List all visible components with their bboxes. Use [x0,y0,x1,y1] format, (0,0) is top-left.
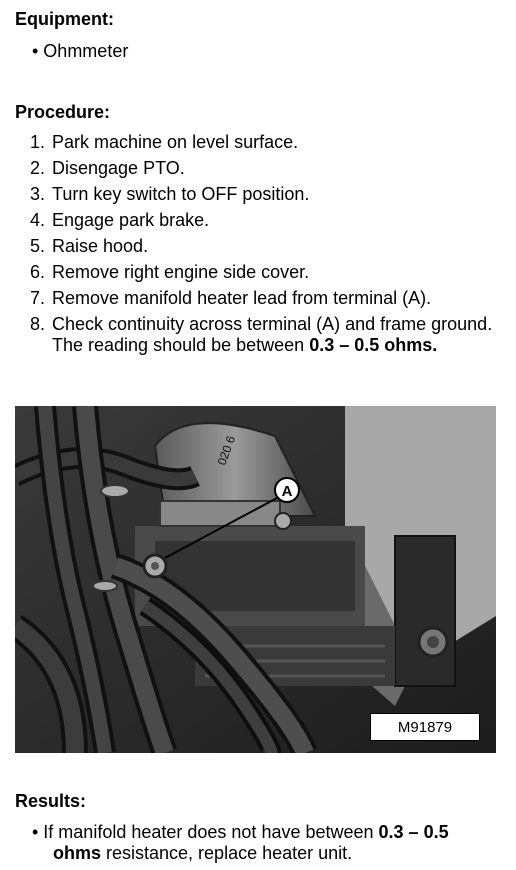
results-heading: Results: [15,791,87,811]
step-text: Remove right engine side cover. [52,262,310,282]
procedure-step [30,262,500,283]
results-text-pre: • If manifold heater does not have between [32,822,379,842]
results-text-post: resistance, replace heater unit. [101,843,353,863]
part-marking: 020 6 [214,434,239,468]
engine-photo [15,406,496,753]
step-number: 1. [30,132,46,152]
procedure-step [30,158,500,179]
step-number: 5. [30,236,46,256]
procedure-step [30,132,500,153]
step-number: 3. [30,184,46,204]
step-text: Raise hood. [52,236,149,256]
step-number: 2. [30,158,46,178]
procedure-step [30,288,500,309]
procedure-heading: Procedure: [15,102,111,122]
step-text: Turn key switch to OFF position. [52,184,310,204]
procedure-step [30,184,500,205]
step-number: 4. [30,210,46,230]
procedure-step [30,210,500,231]
step-number: 7. [30,288,46,308]
step-text: Check continuity across terminal (A) and frame ground. The reading should be between [52,314,493,355]
step-text: Engage park brake. [52,210,210,230]
step-text: Disengage PTO. [52,158,185,178]
step-value-bold: 0.3 – 0.5 ohms. [309,335,438,355]
step-number: 6. [30,262,46,282]
callout-letter: A [281,483,293,500]
procedure-step [30,236,500,257]
procedure-steps [30,132,500,361]
results-unit-bold: ohms [53,843,102,863]
figure-id-label: M91879 [370,713,480,741]
equipment-heading: Equipment: [15,9,114,29]
results-item [32,822,502,864]
step-text: Park machine on level surface. [52,132,299,152]
step-text: Remove manifold heater lead from terminal (A). [52,288,432,308]
results-range-bold: 0.3 – 0.5 [378,822,449,842]
step-number: 8. [30,314,46,334]
procedure-step [30,314,500,356]
equipment-item: • Ohmmeter [32,41,129,61]
